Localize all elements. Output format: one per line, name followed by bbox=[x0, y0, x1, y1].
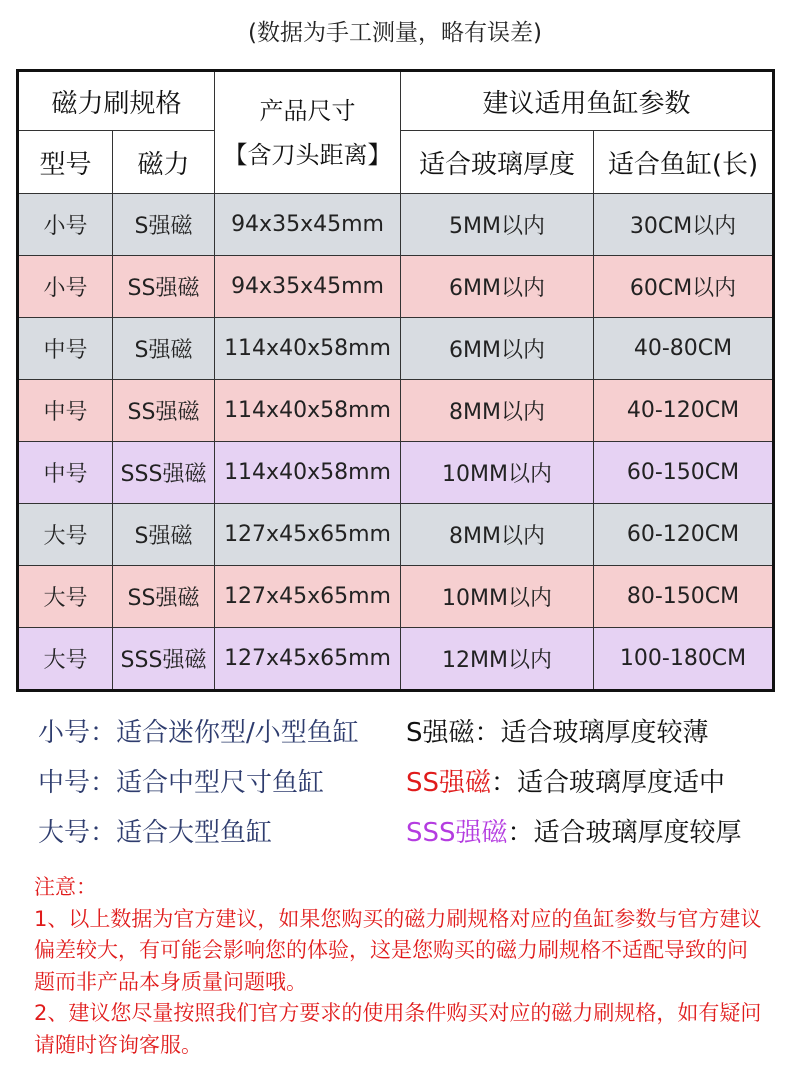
table-row bbox=[18, 194, 774, 256]
cell-model: 大号 bbox=[18, 504, 113, 566]
legend-sss-desc: ：适合玻璃厚度较厚 bbox=[507, 818, 742, 848]
cell-model: 小号 bbox=[18, 256, 113, 318]
cell-tank: 30CM以内 bbox=[594, 194, 774, 256]
cell-glass: 6MM以内 bbox=[401, 318, 594, 380]
cell-tank: 40-80CM bbox=[594, 318, 774, 380]
header-size bbox=[215, 71, 401, 194]
cell-glass: 6MM以内 bbox=[401, 256, 594, 318]
cell-model: 大号 bbox=[18, 566, 113, 628]
legend-row-medium bbox=[38, 762, 778, 812]
cell-force: SS强磁 bbox=[113, 256, 215, 318]
table-row bbox=[18, 442, 774, 504]
notes-title: 注意： bbox=[34, 875, 97, 899]
cell-size: 127x45x65mm bbox=[215, 566, 401, 628]
legend-sss-key: SSS强磁 bbox=[406, 818, 508, 848]
legend-s-key: S强磁 bbox=[406, 718, 475, 748]
table-row bbox=[18, 256, 774, 318]
cell-force: S强磁 bbox=[113, 318, 215, 380]
cell-glass: 8MM以内 bbox=[401, 504, 594, 566]
legend-ss bbox=[406, 762, 725, 799]
measurement-caption: (数据为手工测量，略有误差) bbox=[248, 20, 542, 46]
header-force: 磁力 bbox=[113, 131, 215, 194]
header-glass: 适合玻璃厚度 bbox=[401, 131, 594, 194]
legend-small: 小号：适合迷你型/小型鱼缸 bbox=[38, 718, 359, 748]
cell-tank: 60-120CM bbox=[594, 504, 774, 566]
cell-force: SS强磁 bbox=[113, 566, 215, 628]
cell-model: 大号 bbox=[18, 628, 113, 691]
notes bbox=[34, 872, 764, 1061]
cell-glass: 5MM以内 bbox=[401, 194, 594, 256]
legend bbox=[38, 712, 778, 862]
legend-large: 大号：适合大型鱼缸 bbox=[38, 818, 273, 848]
cell-force: SSS强磁 bbox=[113, 628, 215, 691]
cell-model: 中号 bbox=[18, 318, 113, 380]
header-size-line1: 产品尺寸 bbox=[259, 96, 356, 125]
table-row bbox=[18, 504, 774, 566]
header-spec-group: 磁力刷规格 bbox=[18, 71, 215, 131]
legend-s-desc: ：适合玻璃厚度较薄 bbox=[474, 718, 709, 748]
cell-glass: 10MM以内 bbox=[401, 566, 594, 628]
legend-ss-desc: ：适合玻璃厚度适中 bbox=[491, 768, 726, 798]
cell-tank: 60-150CM bbox=[594, 442, 774, 504]
table-row bbox=[18, 318, 774, 380]
cell-glass: 10MM以内 bbox=[401, 442, 594, 504]
cell-size: 127x45x65mm bbox=[215, 628, 401, 691]
legend-medium: 中号：适合中型尺寸鱼缸 bbox=[38, 768, 325, 798]
header-size-line2: 【含刀头距离】 bbox=[223, 140, 392, 169]
spec-table bbox=[16, 69, 775, 692]
table-row bbox=[18, 628, 774, 691]
header-model: 型号 bbox=[18, 131, 113, 194]
table-row bbox=[18, 566, 774, 628]
notes-item-1: 1、以上数据为官方建议，如果您购买的磁力刷规格对应的鱼缸参数与官方建议偏差较大，有可能会影响您的体验，这是您购买的磁力刷规格不适配导致的问题而非产品本身质量问题哦。 bbox=[34, 906, 762, 994]
cell-tank: 100-180CM bbox=[594, 628, 774, 691]
cell-model: 小号 bbox=[18, 194, 113, 256]
cell-force: SS强磁 bbox=[113, 380, 215, 442]
notes-item-2: 2、建议您尽量按照我们官方要求的使用条件购买对应的磁力刷规格，如有疑问请随时咨询客服。 bbox=[34, 1001, 762, 1057]
header-tank-group: 建议适用鱼缸参数 bbox=[401, 71, 774, 131]
cell-force: S强磁 bbox=[113, 504, 215, 566]
header-tank: 适合鱼缸(长) bbox=[594, 131, 774, 194]
legend-row-large bbox=[38, 812, 778, 862]
cell-model: 中号 bbox=[18, 442, 113, 504]
cell-size: 114x40x58mm bbox=[215, 318, 401, 380]
cell-tank: 80-150CM bbox=[594, 566, 774, 628]
legend-sss bbox=[406, 812, 742, 849]
cell-force: S强磁 bbox=[113, 194, 215, 256]
cell-size: 94x35x45mm bbox=[215, 194, 401, 256]
cell-size: 114x40x58mm bbox=[215, 442, 401, 504]
legend-s bbox=[406, 712, 709, 749]
legend-ss-key: SS强磁 bbox=[406, 768, 492, 798]
cell-model: 中号 bbox=[18, 380, 113, 442]
table-row bbox=[18, 380, 774, 442]
cell-size: 94x35x45mm bbox=[215, 256, 401, 318]
cell-tank: 40-120CM bbox=[594, 380, 774, 442]
cell-size: 127x45x65mm bbox=[215, 504, 401, 566]
legend-row-small bbox=[38, 712, 778, 762]
cell-tank: 60CM以内 bbox=[594, 256, 774, 318]
cell-force: SSS强磁 bbox=[113, 442, 215, 504]
cell-size: 114x40x58mm bbox=[215, 380, 401, 442]
cell-glass: 12MM以内 bbox=[401, 628, 594, 691]
header-row-1 bbox=[18, 71, 774, 131]
cell-glass: 8MM以内 bbox=[401, 380, 594, 442]
